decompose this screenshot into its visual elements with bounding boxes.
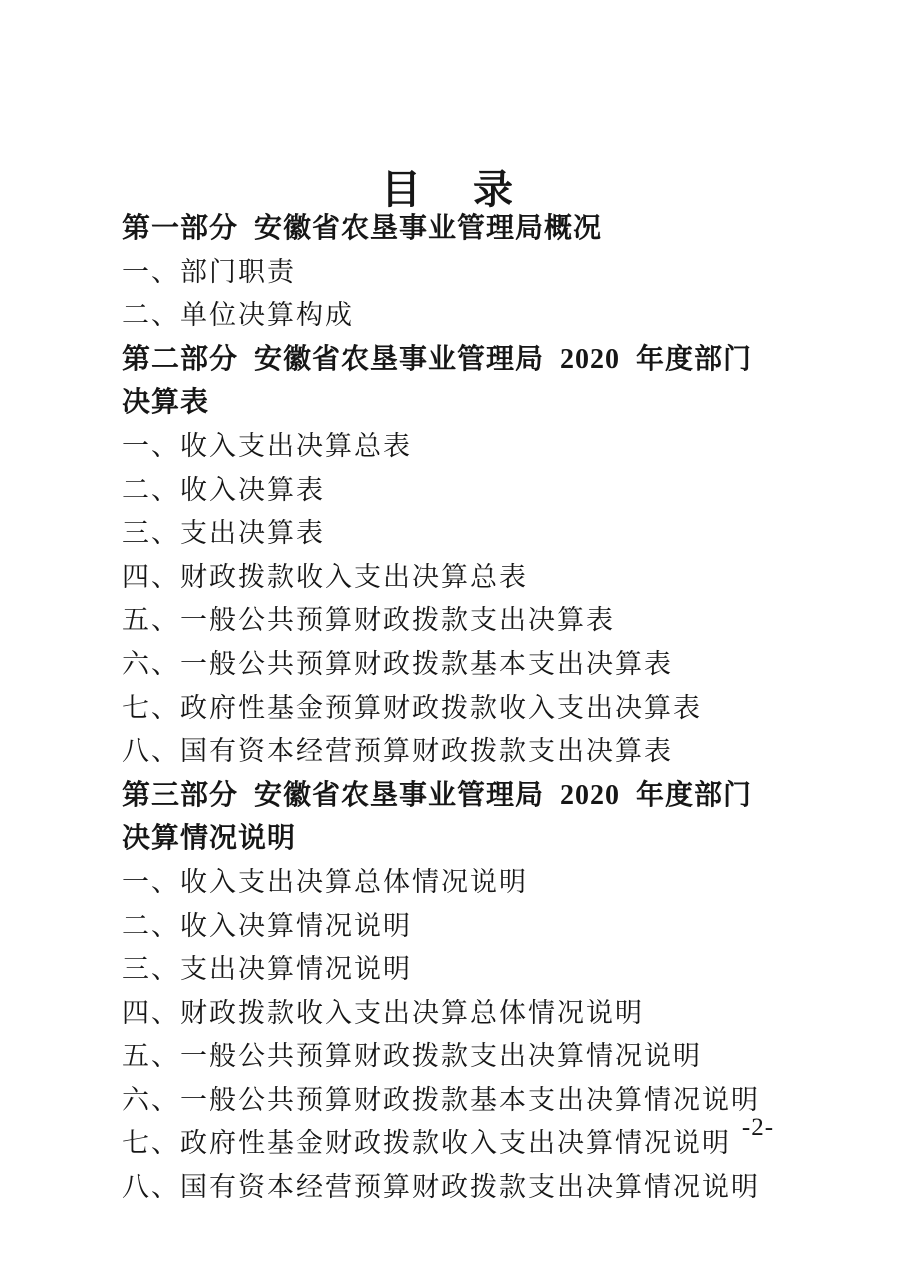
toc-item: 六、一般公共预算财政拨款基本支出决算表 — [122, 648, 673, 679]
toc-item: 八、国有资本经营预算财政拨款支出决算表 — [122, 736, 673, 767]
toc-item: 七、政府性基金财政拨款收入支出决算情况说明 — [122, 1128, 731, 1159]
section-heading-part1: 第一部分 安徽省农垦事业管理局概况 — [122, 213, 603, 244]
page-title: 目 录 — [381, 167, 519, 212]
toc-item: 一、部门职责 — [122, 256, 296, 287]
toc-item: 二、单位决算构成 — [122, 300, 354, 331]
toc-item: 五、一般公共预算财政拨款支出决算情况说明 — [122, 1041, 702, 1072]
section-heading-part3: 第三部分 安徽省农垦事业管理局 2020 年度部门决算情况说明 — [122, 779, 753, 855]
toc-item: 六、一般公共预算财政拨款基本支出决算情况说明 — [122, 1084, 760, 1115]
toc-item: 四、财政拨款收入支出决算总体情况说明 — [122, 997, 644, 1028]
toc-item: 八、国有资本经营预算财政拨款支出决算情况说明 — [122, 1172, 760, 1203]
toc-item: 五、一般公共预算财政拨款支出决算表 — [122, 605, 615, 636]
toc-item: 一、收入支出决算总表 — [122, 430, 412, 461]
section-heading-part2: 第二部分 安徽省农垦事业管理局 2020 年度部门决算表 — [122, 343, 753, 419]
toc-item: 七、政府性基金预算财政拨款收入支出决算表 — [122, 692, 702, 723]
toc-item: 二、收入决算表 — [122, 474, 325, 505]
table-of-contents — [122, 207, 780, 1210]
toc-item: 四、财政拨款收入支出决算总表 — [122, 561, 528, 592]
toc-item: 三、支出决算情况说明 — [122, 954, 412, 985]
page-number: -2- — [741, 1114, 775, 1141]
toc-item: 二、收入决算情况说明 — [122, 910, 412, 941]
toc-item: 三、支出决算表 — [122, 518, 325, 549]
toc-item: 一、收入支出决算总体情况说明 — [122, 866, 528, 897]
